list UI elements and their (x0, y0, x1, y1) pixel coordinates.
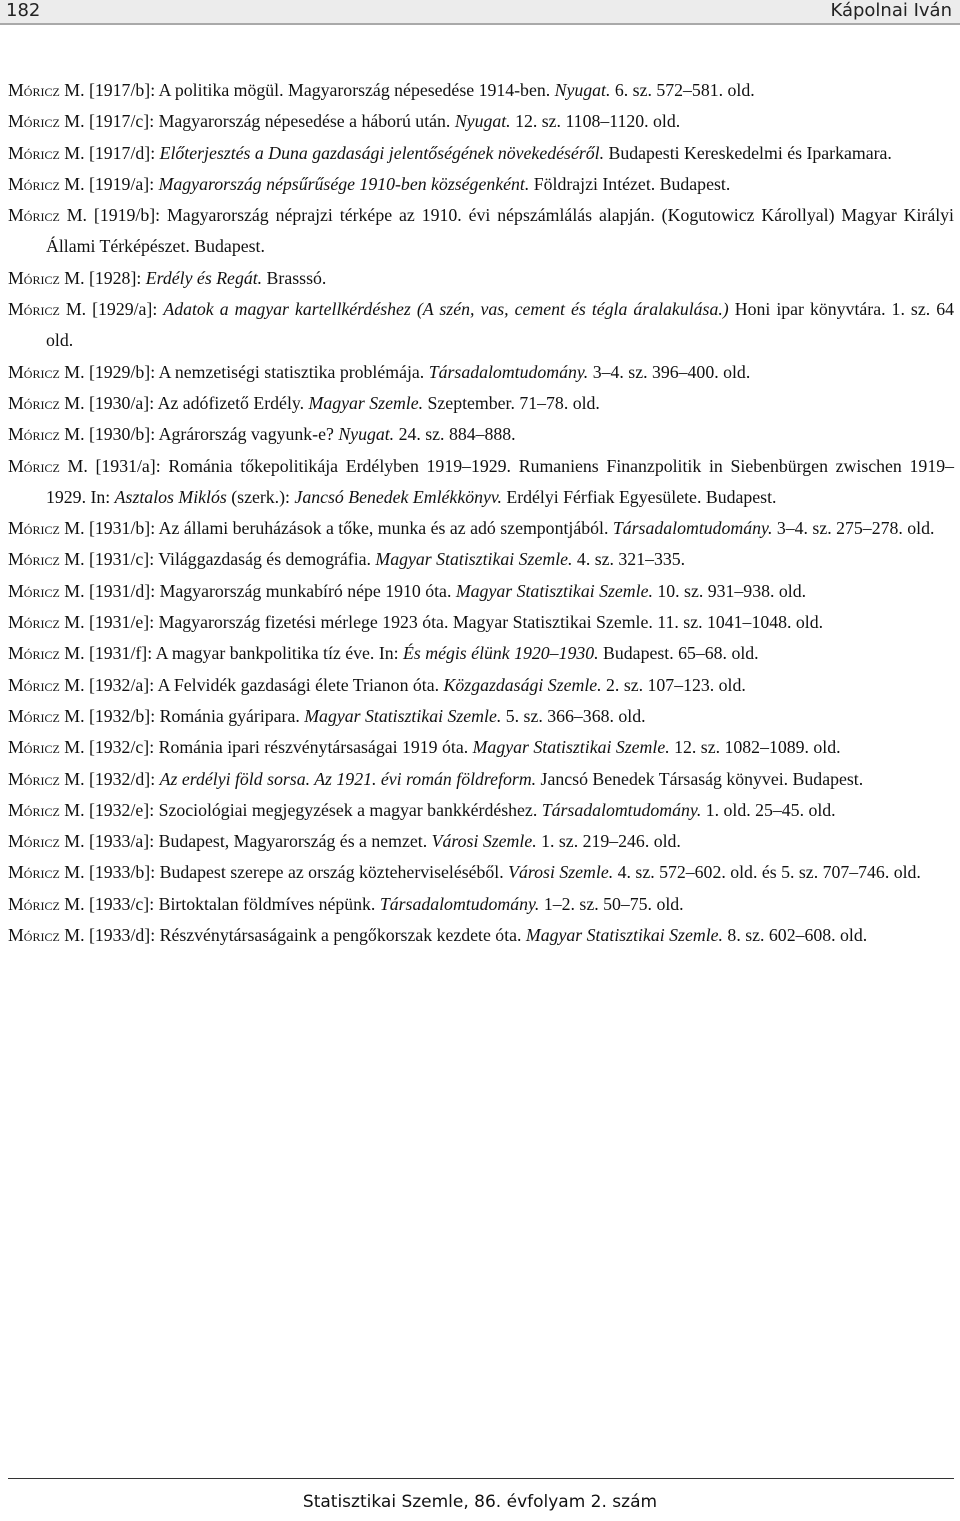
reference-author: Móricz (8, 893, 60, 914)
reference-text: Brasssó. (262, 267, 327, 288)
reference-italic-text: Városi Szemle. (508, 862, 614, 883)
reference-entry (8, 764, 954, 795)
reference-entry (8, 544, 954, 575)
reference-italic-text: Adatok a magyar kartellkérdéshez (A szén, vas, cement és tégla áralakulása.) (163, 299, 729, 320)
reference-text: M. [1933/b]: Budapest szerepe az ország közteherviseléséből. (59, 862, 509, 883)
reference-text: M. [1919/a]: (59, 173, 159, 194)
reference-author: Móricz (8, 392, 60, 413)
reference-text: Jancsó Benedek Társaság könyvei. Budapest. (536, 768, 864, 789)
reference-entry (8, 200, 954, 263)
reference-text: M. [1928]: (59, 267, 146, 288)
reference-text: Földrajzi Intézet. Budapest. (529, 173, 731, 194)
reference-author: Móricz (8, 705, 60, 726)
reference-text: M. [1931/a]: Románia tőkepolitikája Erdélyben 1919–1929. Rumaniens Finanzpolitik in Siebenbürgen zwischen 1919–1929. In: (46, 455, 954, 507)
reference-entry (8, 732, 954, 763)
reference-author: Móricz (8, 80, 60, 100)
reference-italic-text: Magyar Szemle. (308, 392, 424, 413)
reference-italic-text: És mégis élünk 1920–1930. (403, 643, 599, 664)
reference-italic-text: Társadalomtudomány. (612, 518, 773, 539)
reference-entry (8, 419, 954, 450)
reference-italic-text: Magyar Statisztikai Szemle. (375, 549, 573, 570)
reference-text: Erdélyi Férfiak Egyesülete. Budapest. (501, 486, 777, 507)
reference-italic-text: Társadalomtudomány. (428, 361, 589, 382)
reference-text: M. [1917/d]: (59, 142, 160, 163)
reference-italic-text: Magyarország népsűrűsége 1910-ben községenként. (158, 173, 530, 194)
reference-text: 4. sz. 321–335. (572, 549, 686, 570)
reference-entry (8, 106, 954, 137)
reference-text: Budapesti Kereskedelmi és Iparkamara. (604, 142, 892, 163)
reference-entry (8, 826, 954, 857)
reference-author: Móricz (8, 424, 60, 445)
reference-text: 8. sz. 602–608. old. (722, 925, 868, 946)
reference-text: M. [1932/e]: Szociológiai megjegyzések a magyar bankkérdéshez. (59, 799, 542, 820)
reference-text: 3–4. sz. 396–400. old. (588, 361, 751, 382)
reference-author: Móricz (8, 549, 60, 570)
reference-text: M. [1931/f]: A magyar bankpolitika tíz éve. In: (59, 643, 404, 664)
reference-author: Móricz (8, 674, 60, 695)
reference-text: 1–2. sz. 50–75. old. (539, 893, 684, 914)
running-head-author: Kápolnai Iván (830, 0, 952, 21)
reference-author: Móricz (8, 643, 60, 664)
reference-italic-text: Magyar Statisztikai Szemle. (304, 705, 502, 726)
reference-text: M. [1929/b]: A nemzetiségi statisztika problémája. (59, 361, 429, 382)
reference-entry (8, 607, 954, 638)
reference-text: M. [1932/b]: Románia gyáripara. (59, 705, 305, 726)
reference-text: 10. sz. 931–938. old. (652, 580, 807, 601)
page-header (0, 0, 960, 25)
reference-author: Móricz (8, 142, 60, 163)
reference-entry (8, 701, 954, 732)
reference-author: Móricz (8, 518, 60, 539)
reference-text: 5. sz. 366–368. old. (501, 705, 646, 726)
reference-author: Móricz (8, 831, 60, 852)
reference-author: Móricz (8, 580, 60, 601)
reference-text: M. [1933/a]: Budapest, Magyarország és a nemzet. (59, 831, 432, 852)
footer-journal: Statisztikai Szemle, 86. évfolyam 2. szám (302, 1492, 658, 1512)
reference-text: M. [1917/c]: Magyarország népesedése a háború után. (59, 111, 455, 132)
reference-italic-text: Magyar Statisztikai Szemle. (525, 925, 723, 946)
reference-italic-text: Nyugat. (454, 111, 511, 132)
reference-author: Móricz (8, 205, 60, 226)
reference-text: M. [1933/c]: Birtoktalan földmíves népünk. (59, 893, 380, 914)
reference-italic-text: Városi Szemle. (431, 831, 537, 852)
reference-author: Móricz (8, 612, 60, 633)
reference-list (8, 75, 954, 951)
reference-author: Móricz (8, 862, 60, 883)
reference-text: M. [1932/d]: (59, 768, 160, 789)
reference-entry (8, 795, 954, 826)
reference-italic-text: Társadalomtudomány. (541, 799, 702, 820)
reference-text: M. [1931/b]: Az állami beruházások a tőke, munka és az adó szempontjából. (59, 518, 613, 539)
reference-italic-text: Magyar Statisztikai Szemle. (455, 580, 653, 601)
reference-text: M. [1932/a]: A Felvidék gazdasági élete Trianon óta. (59, 674, 444, 695)
reference-entry (8, 263, 954, 294)
reference-italic-text: Jancsó Benedek Emlékkönyv. (294, 486, 502, 507)
reference-entry (8, 857, 954, 888)
reference-text: Szeptember. 71–78. old. (423, 392, 600, 413)
reference-text: (szerk.): (226, 486, 295, 507)
reference-italic-text: Magyar Statisztikai Szemle. (472, 737, 670, 758)
reference-text: 12. sz. 1082–1089. old. (669, 737, 841, 758)
reference-text: 3–4. sz. 275–278. old. (772, 518, 935, 539)
reference-entry (8, 75, 954, 106)
footer-divider (8, 1478, 954, 1479)
reference-author: Móricz (8, 455, 60, 476)
reference-text: M. [1933/d]: Részvénytársaságaink a pengőkorszak kezdete óta. (59, 925, 526, 946)
reference-text: M. [1930/a]: Az adófizető Erdély. (59, 392, 309, 413)
reference-italic-text: Társadalomtudomány. (379, 893, 540, 914)
reference-author: Móricz (8, 267, 60, 288)
reference-entry (8, 357, 954, 388)
reference-text: M. [1919/b]: Magyarország néprajzi térképe az 1910. évi népszámlálás alapján. (Kogutowicz Károllyal) Magyar Királyi Állami Térképészet. Budapest. (46, 205, 954, 257)
reference-author: Móricz (8, 799, 60, 820)
page-number: 182 (6, 0, 41, 21)
reference-text: M. [1931/c]: Világgazdaság és demográfia. (59, 549, 376, 570)
reference-text: M. [1932/c]: Románia ipari részvénytársaságai 1919 óta. (59, 737, 473, 758)
reference-author: Móricz (8, 361, 60, 382)
reference-author: Móricz (8, 299, 60, 320)
reference-text: 6. sz. 572–581. old. (610, 80, 755, 100)
reference-italic-text: Nyugat. (554, 80, 611, 100)
reference-entry (8, 294, 954, 357)
reference-author: Móricz (8, 768, 60, 789)
reference-text: 24. sz. 884–888. (394, 424, 516, 445)
reference-italic-text: Erdély és Regát. (145, 267, 263, 288)
reference-entry (8, 576, 954, 607)
reference-entry (8, 889, 954, 920)
reference-italic-text: Az erdélyi föld sorsa. Az 1921. évi román földreform. (159, 768, 537, 789)
reference-text: M. [1930/b]: Agrárország vagyunk-e? (59, 424, 339, 445)
reference-author: Móricz (8, 925, 60, 946)
reference-entry (8, 388, 954, 419)
reference-entry (8, 513, 954, 544)
reference-text: 1. old. 25–45. old. (701, 799, 836, 820)
reference-text: 12. sz. 1108–1120. old. (510, 111, 681, 132)
reference-text: Budapest. 65–68. old. (598, 643, 759, 664)
reference-author: Móricz (8, 737, 60, 758)
reference-author: Móricz (8, 173, 60, 194)
reference-entry (8, 638, 954, 669)
reference-entry (8, 451, 954, 514)
reference-text: M. [1929/a]: (59, 299, 164, 320)
reference-italic-text: Nyugat. (338, 424, 395, 445)
reference-text: 2. sz. 107–123. old. (601, 674, 746, 695)
reference-text: 1. sz. 219–246. old. (536, 831, 681, 852)
reference-italic-text: Asztalos Miklós (114, 486, 227, 507)
reference-entry (8, 169, 954, 200)
reference-text: M. [1917/b]: A politika mögül. Magyarország népesedése 1914-ben. (59, 80, 555, 100)
reference-entry (8, 670, 954, 701)
reference-text: M. [1931/e]: Magyarország fizetési mérlege 1923 óta. Magyar Statisztikai Szemle. 11. sz. 1041–1048. old. (59, 612, 824, 633)
reference-text: 4. sz. 572–602. old. és 5. sz. 707–746. old. (613, 862, 921, 883)
reference-text: M. [1931/d]: Magyarország munkabíró népe 1910 óta. (59, 580, 456, 601)
reference-text: Honi ipar könyvtára. 1. sz. 64 old. (46, 299, 954, 351)
reference-italic-text: Előterjesztés a Duna gazdasági jelentőségének növekedéséről. (159, 142, 605, 163)
reference-entry (8, 920, 954, 951)
reference-italic-text: Közgazdasági Szemle. (443, 674, 602, 695)
reference-entry (8, 138, 954, 169)
reference-author: Móricz (8, 111, 60, 132)
